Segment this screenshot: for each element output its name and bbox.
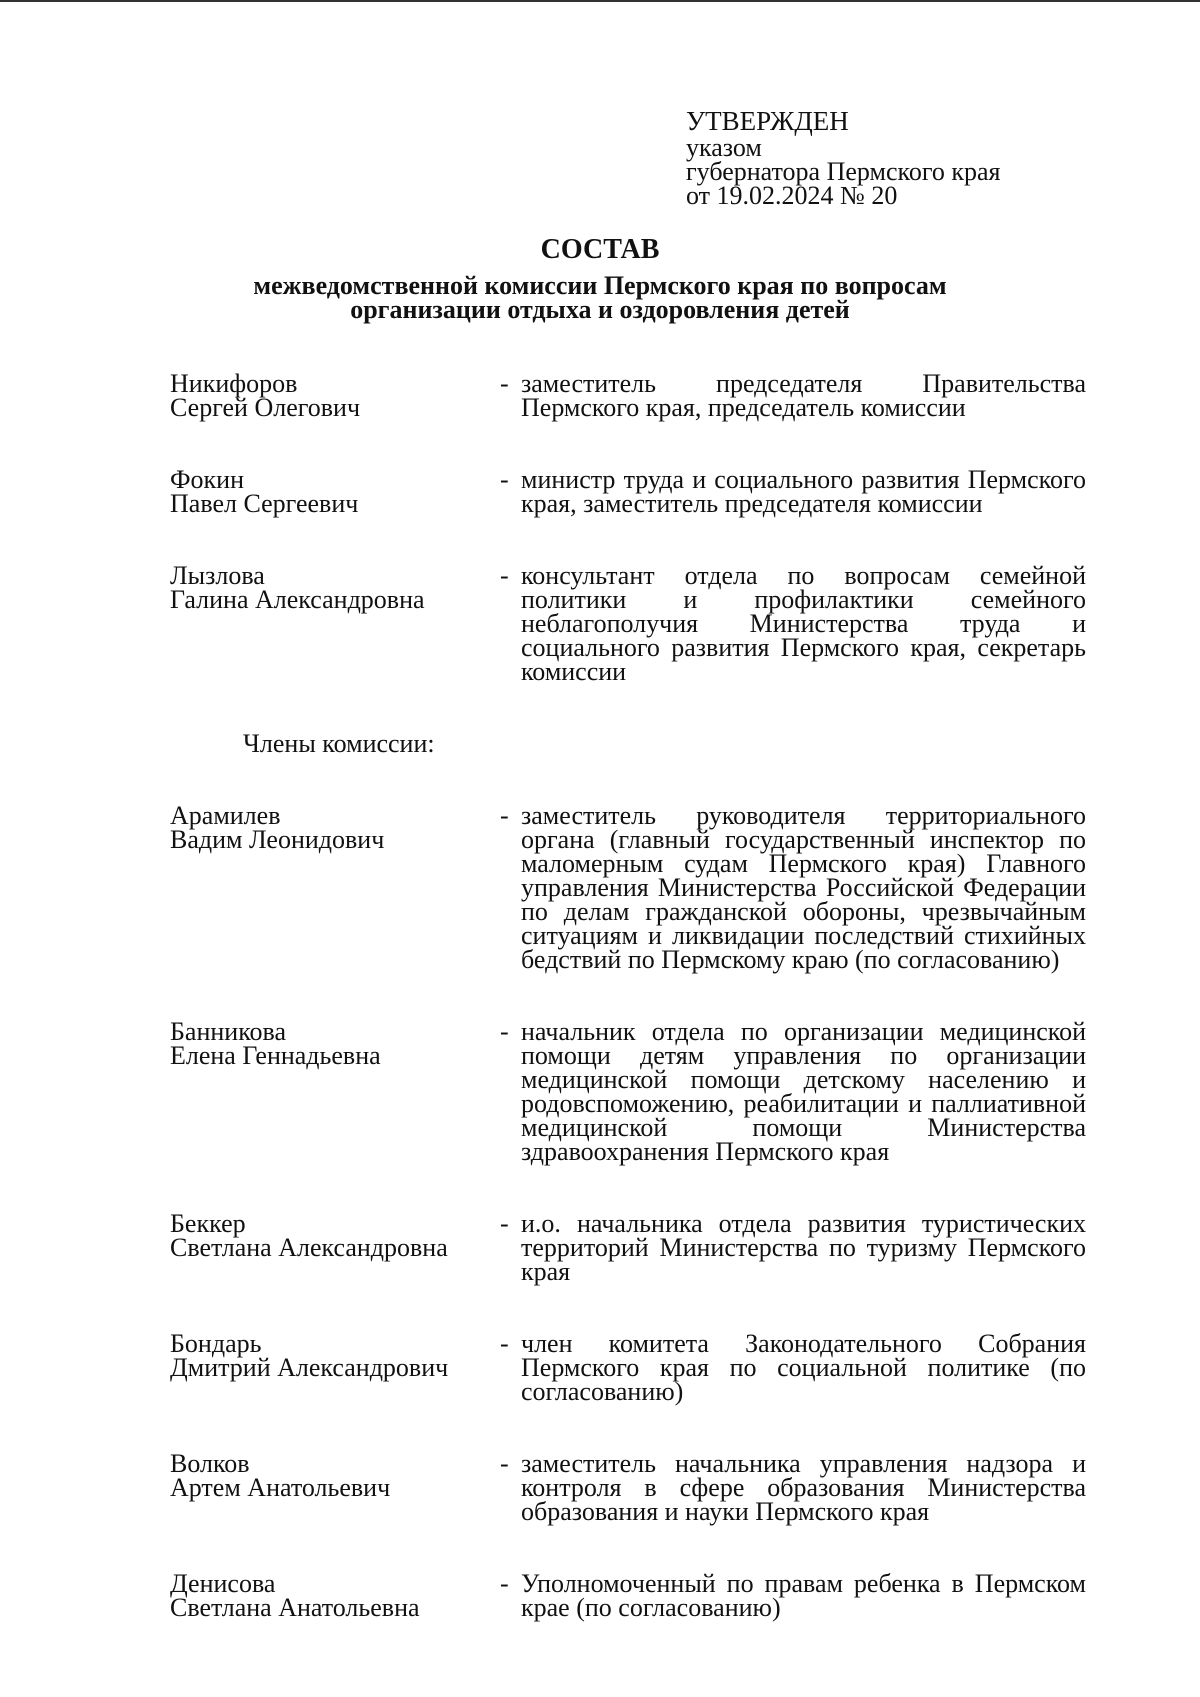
separator-dash: - [500,561,509,590]
member-role: министр труда и социального развития Пермского края, заместитель председателя комиссии [521,465,1086,518]
list-item [0,1329,1200,1406]
member-name [170,1569,500,1622]
separator-dash: - [500,1449,509,1478]
member-name [170,369,500,422]
member-role: и.о. начальника отдела развития туристических территорий Министерства по туризму Пермского края [521,1209,1086,1286]
member-surname: Арамилев [170,801,281,830]
list-item [0,1017,1200,1166]
separator-dash: - [500,1569,509,1598]
list-item [0,465,1200,518]
member-role: заместитель начальника управления надзора и контроля в сфере образования Министерства образования и науки Пермского края [521,1449,1086,1526]
list-item [0,1449,1200,1526]
document-title: СОСТАВ [540,234,660,265]
member-name [170,465,500,518]
list-item [0,561,1200,686]
member-given-names: Светлана Александровна [170,1233,448,1262]
subtitle-line-1: межведомственной комиссии Пермского края по вопросам [253,271,947,300]
list-item [0,1569,1200,1622]
member-surname: Волков [170,1449,250,1478]
separator-dash: - [500,465,509,494]
member-role: заместитель председателя Правительства Пермского края, председатель комиссии [521,369,1086,422]
member-given-names: Сергей Олегович [170,393,361,422]
member-given-names: Артем Анатольевич [170,1473,391,1502]
member-role: член комитета Законодательного Собрания Пермского края по социальной политике (по согласованию) [521,1329,1086,1406]
member-surname: Денисова [170,1569,276,1598]
member-surname: Никифоров [170,369,298,398]
member-name [170,801,500,972]
member-surname: Лызлова [170,561,265,590]
member-name [170,1449,500,1524]
separator-dash: - [500,801,509,830]
separator-dash: - [500,1209,509,1238]
member-name [170,1209,500,1284]
member-name [170,1329,500,1404]
separator-dash: - [500,1017,509,1046]
list-item [0,369,1200,422]
member-role: начальник отдела по организации медицинской помощи детям управления по организации медицинской помощи детскому населению и родовспоможению, реабилитации и паллиативной медицинской помощи Министерства здравоохранения Пермского края [521,1017,1086,1166]
list-item [0,801,1200,974]
member-surname: Беккер [170,1209,246,1238]
commission-list [0,369,1200,1668]
subtitle-line-2: организации отдыха и оздоровления детей [350,295,850,324]
member-given-names: Вадим Леонидович [170,825,385,854]
member-given-names: Дмитрий Александрович [170,1353,449,1382]
approval-line-3: губернатора Пермского края [686,157,1001,186]
member-surname: Бондарь [170,1329,262,1358]
approval-line-4: от 19.02.2024 № 20 [686,181,898,210]
approval-stamp [686,106,1000,208]
member-given-names: Елена Геннадьевна [170,1041,381,1070]
member-name [170,561,500,684]
approval-title: УТВЕРЖДЕН [686,106,849,136]
member-surname: Банникова [170,1017,286,1046]
member-role: заместитель руководителя территориального органа (главный государственный инспектор по маломерным судам Пермского края) Главного управления Министерства Российской Федерации по делам гражданской обороны, чрезвычайным ситуациям и ликвидации последствий стихийных бедствий по Пермскому краю (по согласованию) [521,801,1086,974]
member-name [170,1017,500,1164]
members-section-label: Члены комиссии: [243,729,435,758]
member-surname: Фокин [170,465,245,494]
member-given-names: Павел Сергеевич [170,489,359,518]
member-role: консультант отдела по вопросам семейной политики и профилактики семейного неблагополучия Министерства труда и социального развития Пермского края, секретарь комиссии [521,561,1086,686]
separator-dash: - [500,369,509,398]
member-role: Уполномоченный по правам ребенка в Пермском крае (по согласованию) [521,1569,1086,1622]
document-subtitle [0,271,1200,324]
approval-line-2: указом [686,133,762,162]
separator-dash: - [500,1329,509,1358]
member-given-names: Галина Александровна [170,585,425,614]
list-item [0,1209,1200,1286]
member-given-names: Светлана Анатольевна [170,1593,420,1622]
